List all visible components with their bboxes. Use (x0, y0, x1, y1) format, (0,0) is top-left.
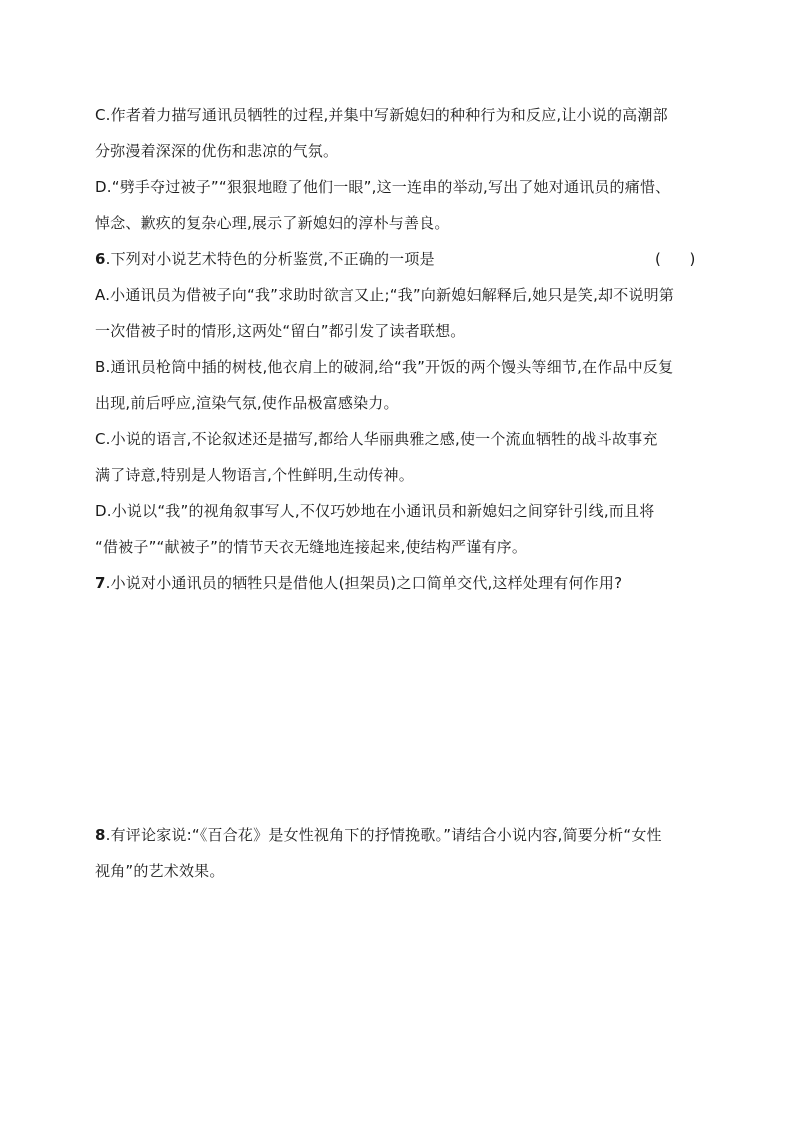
question-8-line-2: 视角”的艺术效果。 (95, 862, 225, 880)
option-d-line-1: D.“劈手夺过被子”“狠狠地瞪了他们一眼”,这一连串的举动,写出了她对通讯员的痛惜、 (95, 178, 671, 196)
answer-blank[interactable]: ( ) (655, 250, 696, 268)
question-6-text: .下列对小说艺术特色的分析鉴赏,不正确的一项是 (105, 250, 435, 268)
q6-option-b-line-1: B.通讯员枪筒中插的树枝,他衣肩上的破洞,给“我”开饭的两个馒头等细节,在作品中反复 (95, 358, 674, 376)
q6-option-c-line-2: 满了诗意,特别是人物语言,个性鲜明,生动传神。 (95, 466, 414, 484)
question-7 (95, 573, 622, 593)
q6-option-c-line-1: C.小说的语言,不论叙述还是描写,都给人华丽典雅之感,使一个流血牺牲的战斗故事充 (95, 430, 658, 448)
option-c-line-2: 分弥漫着深深的优伤和悲凉的气氛。 (95, 142, 339, 160)
question-8-number: 8 (95, 826, 106, 844)
question-6-number: 6 (95, 250, 106, 268)
q6-option-a-line-1: A.小通讯员为借被子向“我”求助时欲言又止;“我”向新媳妇解释后,她只是笑,却不说明第 (95, 286, 675, 304)
q6-option-b-line-2: 出现,前后呼应,渲染气氛,使作品极富感染力。 (95, 394, 399, 412)
question-7-number: 7 (95, 574, 106, 592)
question-8-text-line-1: .有评论家说:“《百合花》是女性视角下的抒情挽歌。”请结合小说内容,简要分析“女性 (105, 826, 662, 844)
q6-option-a-line-2: 一次借被子时的情形,这两处“留白”都引发了读者联想。 (95, 322, 466, 340)
question-6 (95, 249, 435, 269)
question-8 (95, 825, 662, 845)
q6-option-d-line-1: D.小说以“我”的视角叙事写人,不仅巧妙地在小通讯员和新媳妇之间穿针引线,而且将 (95, 502, 655, 520)
option-c-line-1: C.作者着力描写通讯员牺牲的过程,并集中写新媳妇的种种行为和反应,让小说的高潮部 (95, 106, 668, 124)
question-7-text: .小说对小通讯员的牺牲只是借他人(担架员)之口简单交代,这样处理有何作用? (105, 574, 623, 592)
q6-option-d-line-2: “借被子”“献被子”的情节天衣无缝地连接起来,使结构严谨有序。 (95, 538, 528, 556)
option-d-line-2: 悼念、歉疚的复杂心理,展示了新媳妇的淳朴与善良。 (95, 214, 450, 232)
